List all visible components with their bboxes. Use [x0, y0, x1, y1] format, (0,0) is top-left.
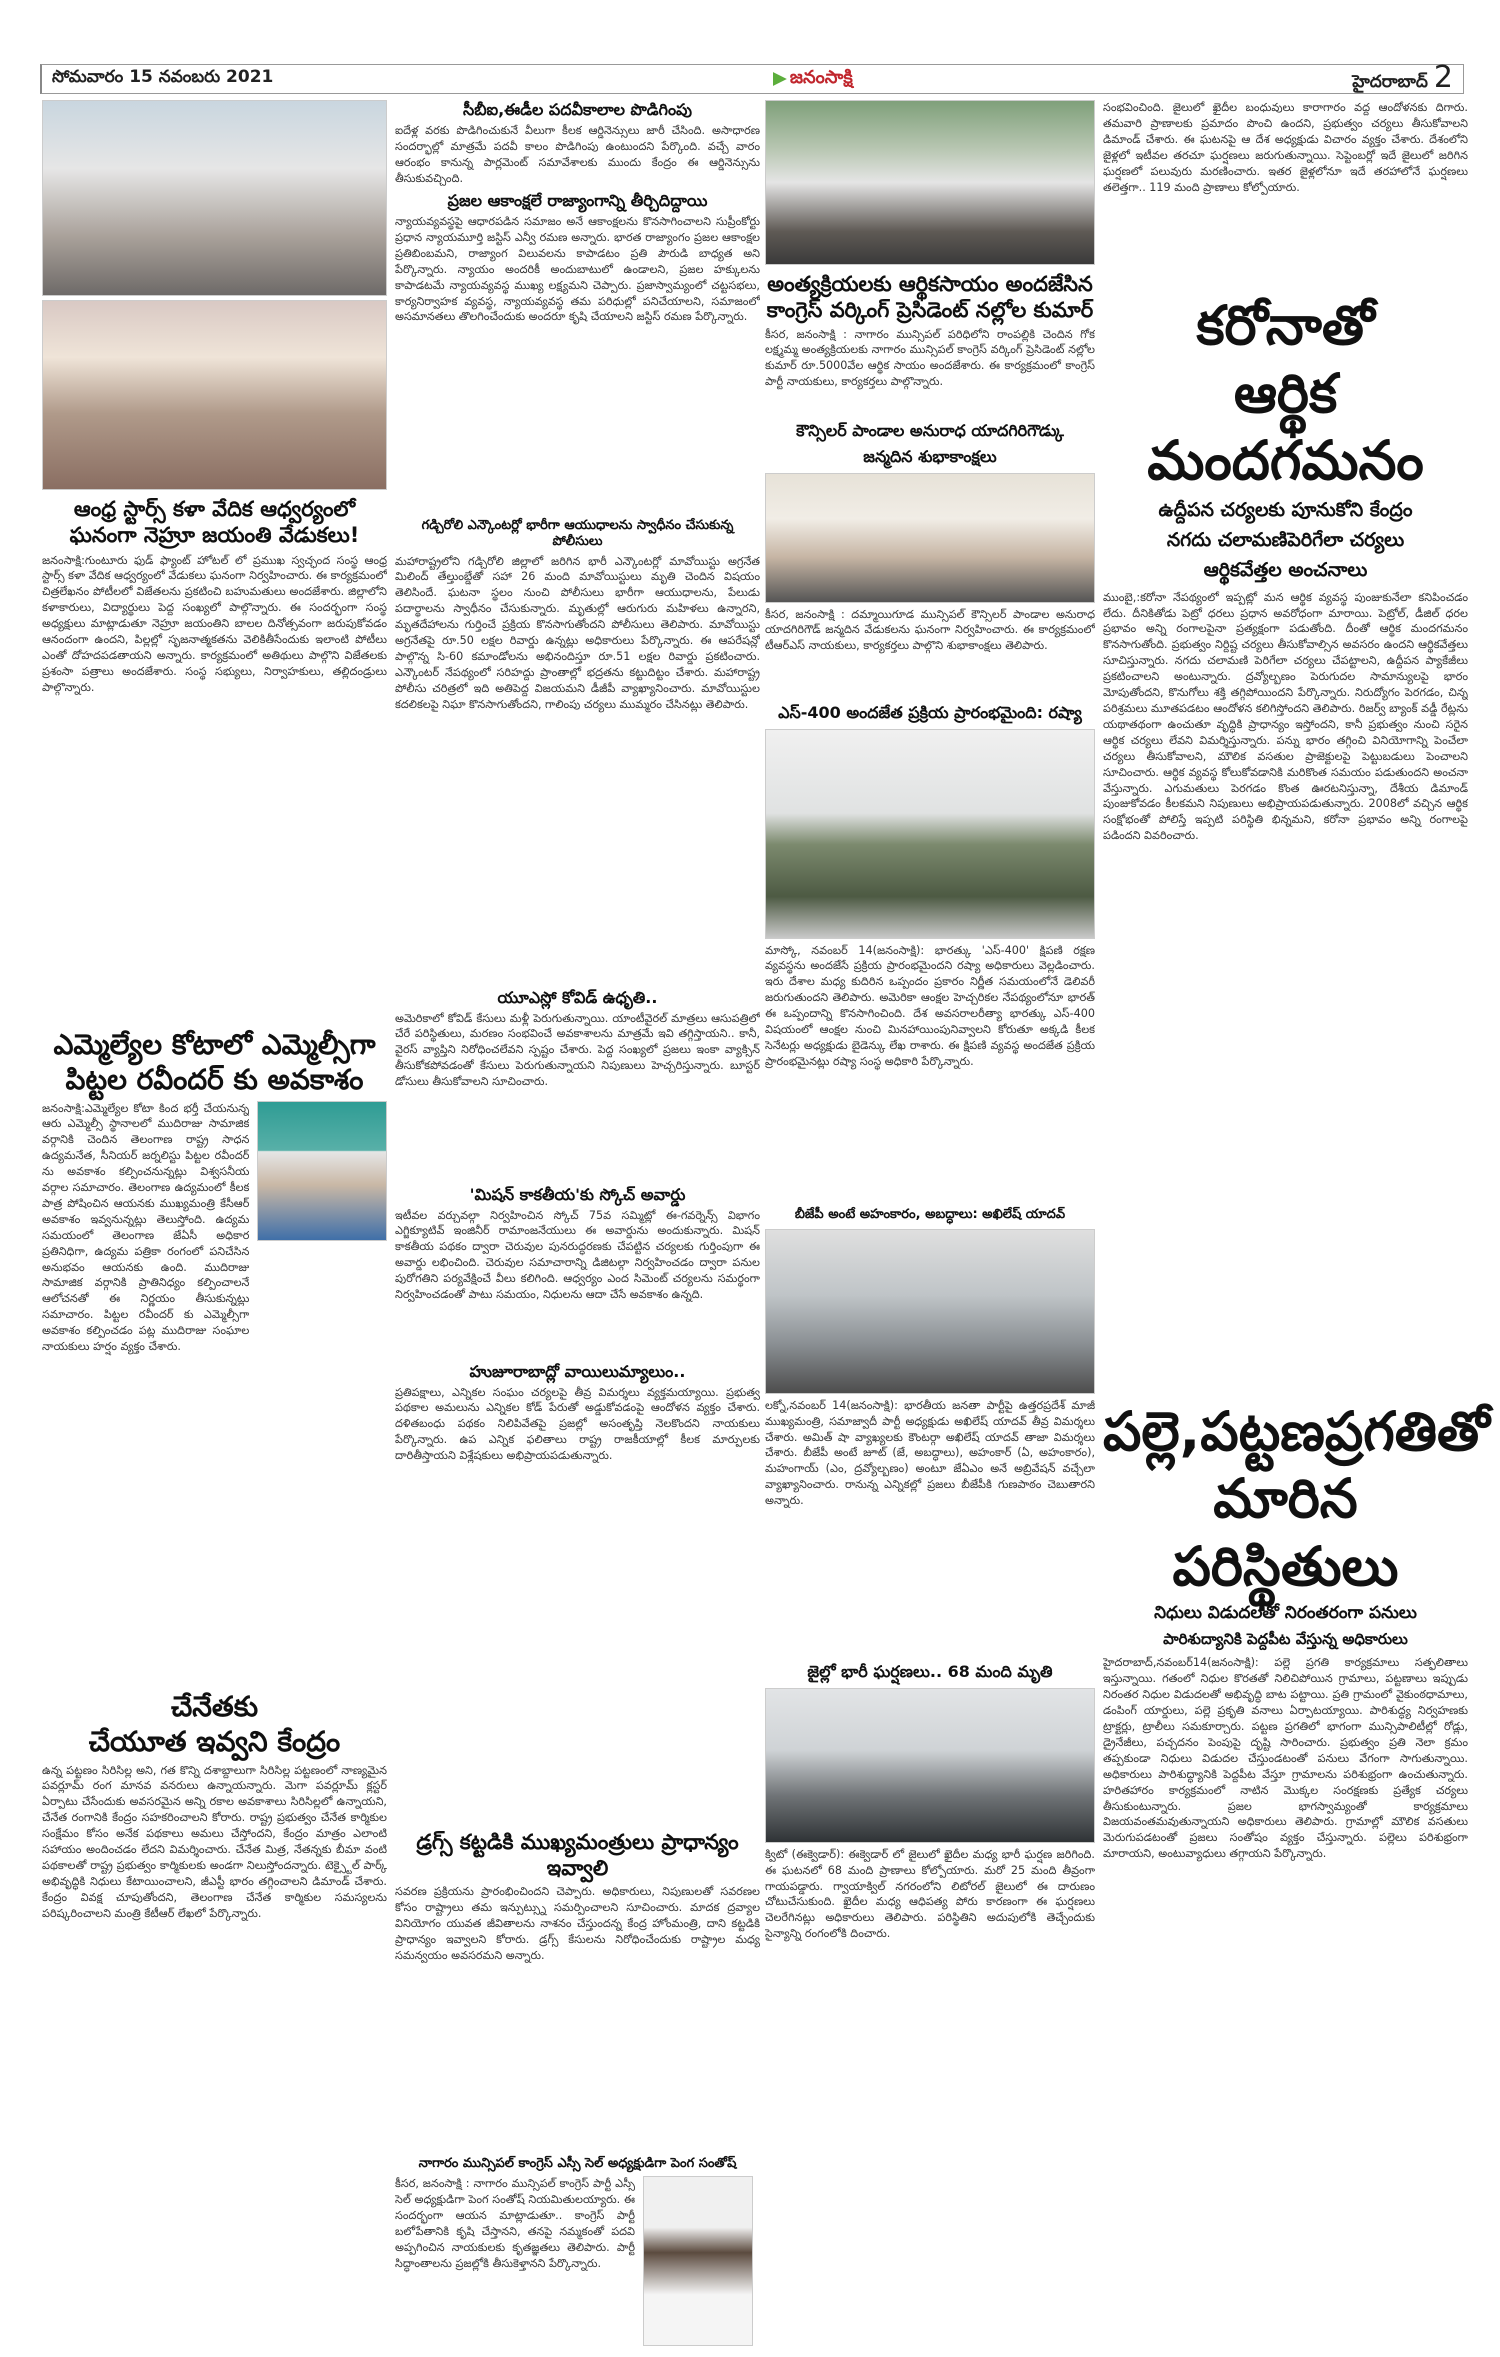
photo-nehru-jayanthi-1 [42, 100, 387, 296]
portrait-pittala-ravinder [257, 1101, 387, 1241]
column-4 [1103, 100, 1490, 2295]
column-2 [395, 100, 760, 2346]
article-body-gadchiroli: మహారాష్ట్రలోని గడ్చిరోలి జిల్లాలో జరిగిన భారీ ఎన్కౌంటర్లో మావోయిస్టు అగ్రనేత మిలింద్ తేల్తుంబ్డేతో సహా 26 మంది మావోయిస్టులు మృతి చెందిన విషయం తెలిసిందే. ఘటనా స్థలం నుంచి పోలీసులు భారీగా ఆయుధాలను, పేలుడు పదార్థాలను స్వాధీనం చేసుకున్నారు. మృతుల్లో ఆరుగురు మహిళలు ఉన్నారని, మృతదేహాలను గుర్తించే ప్రక్రియ కొనసాగుతోందని పోలీసులు తెలిపారు. మావోయిస్టు అగ్రనేతపై రూ.50 లక్షల రివార్డు ఉన్నట్లు అధికారులు పేర్కొన్నారు. ఈ ఆపరేషన్లో పాల్గొన్న సి-60 కమాండోలను అభినందిస్తూ రూ.51 లక్షల రివార్డు ప్రకటించారు. ఎన్కౌంటర్ నేపథ్యంలో సరిహద్దు ప్రాంతాల్లో భద్రతను కట్టుదిట్టం చేశారు. మహారాష్ట్ర పోలీసు చరిత్రలో ఇది అతిపెద్ద విజయమని డీజీపీ వ్యాఖ్యానించారు. మావోయిస్టుల కదలికలపై నిఘా కొనసాగుతోందని, గాలింపు చర్యలు ముమ్మరం చేసినట్లు తెలిపారు. [395, 554, 760, 711]
article-body-jail: క్విటో (ఈక్వెడార్): ఈక్వెడార్ లో జైలులో ఖైదీల మధ్య భారీ ఘర్షణ జరిగింది. ఈ ఘటనలో 68 మంది ప్రాణాలు కోల్పోయారు. మరో 25 మంది తీవ్రంగా గాయపడ్డారు. గ్వాయాక్విల్ నగరంలోని లిటోరల్ జైలులో ఈ దారుణం చోటుచేసుకుంది. ఖైదీల మధ్య ఆధిపత్య పోరు కారణంగా ఈ ఘర్షణలు చెలరేగినట్లు అధికారులు తెలిపారు. పరిస్థితిని అదుపులోకి తెచ్చేందుకు సైన్యాన్ని రంగంలోకి దించారు. [765, 1847, 1095, 1941]
article-body-huzurabad: ప్రతిపక్షాలు, ఎన్నికల సంఘం చర్యలపై తీవ్ర విమర్శలు వ్యక్తమయ్యాయి. ప్రభుత్వ పథకాల అమలును ఎన్నికల కోడ్ పేరుతో అడ్డుకోవడంపై ఆందోళన వ్యక్తం చేశారు. దళితబంధు పథకం నిలిపివేతపై ప్రజల్లో అసంతృప్తి నెలకొందని నాయకులు పేర్కొన్నారు. ఉప ఎన్నిక ఫలితాలు రాష్ట్ర రాజకీయాల్లో కీలక మార్పులకు దారితీస్తాయని విశ్లేషకులు అభిప్రాయపడుతున్నారు. [395, 1385, 760, 1463]
headline-gadchiroli: గడ్చిరోలి ఎన్కౌంటర్లో భారీగా ఆయుధాలను స్వాధీనం చేసుకున్న పోలీసులు [421, 518, 734, 550]
issue-date: సోమవారం 15 నవంబరు 2021 [52, 67, 274, 87]
headline-akhilesh: బీజేపీ అంటే అహంకారం, అబద్ధాలు: అఖిలేష్ యాదవ్ [794, 1206, 1066, 1222]
headline-chenetha [42, 1689, 387, 1759]
article-body-anuradha: కీసర, జనంసాక్షి : దమ్మాయిగూడ మున్సిపల్ కౌన్సిలర్ పాండాల అనురాధ యాదగిరిగౌడ్ జన్మదిన వేడుకలను ఘనంగా నిర్వహించారు. ఈ కార్యక్రమంలో టీఆర్ఎస్ నాయకులు, కార్యకర్తలు పాల్గొని శుభాకాంక్షలు తెలిపారు. [765, 607, 1095, 653]
article-body-palle-pragathi: హైదరాబాద్,నవంబర్14(జనంసాక్షి): పల్లె ప్రగతి కార్యక్రమాలు సత్ఫలితాలు ఇస్తున్నాయి. గతంలో నిధుల కొరతతో నిలిచిపోయిన గ్రామాలు, పట్టణాలు ఇప్పుడు నిరంతర నిధుల విడుదలతో అభివృద్ధి బాట పట్టాయి. ప్రతి గ్రామంలో వైకుంఠధామాలు, డంపింగ్ యార్డులు, పల్లె ప్రకృతి వనాలు ఏర్పాటయ్యాయి. పారిశుద్ధ్య నిర్వహణకు ట్రాక్టర్లు, ట్రాలీలు సమకూర్చారు. పట్టణ ప్రగతిలో భాగంగా మున్సిపాలిటీల్లో రోడ్లు, డ్రైనేజీలు, పచ్చదనం పెంపుపై దృష్టి సారించారు. ప్రభుత్వం ప్రతి నెలా క్రమం తప్పకుండా నిధులు విడుదల చేస్తుండటంతో పనులు వేగంగా సాగుతున్నాయి. అధికారులు పారిశుద్ధ్యానికి పెద్దపీట వేస్తూ గ్రామాలను పరిశుభ్రంగా ఉంచుతున్నారు. హరితహారం కార్యక్రమంలో నాటిన మొక్కల సంరక్షణకు ప్రత్యేక చర్యలు తీసుకుంటున్నారు. ప్రజల భాగస్వామ్యంతో కార్యక్రమాలు విజయవంతమవుతున్నాయని అధికారులు తెలిపారు. గ్రామాల్లో మౌలిక వసతులు మెరుగుపడటంతో ప్రజలు సంతోషం వ్యక్తం చేస్తున్నారు. పల్లెలు పరిశుభ్రంగా మారాయని, అంటువ్యాధులు తగ్గాయని పేర్కొన్నారు. [1103, 1656, 1468, 1861]
headline-line-1: పల్లె,పట్టణప్రగతితో [1103, 1399, 1490, 1463]
headline-line-2: ఆర్థిక మందగమనం [1147, 361, 1424, 492]
city-name: హైదరాబాద్ [1352, 71, 1428, 92]
headline-line-1: అంత్యక్రియలకు ఆర్థికసాయం అందజేసిన [767, 272, 1093, 296]
headline-huzurabad: హుజూరాబాద్లో వాయిలుమ్యాలుం.. [469, 1361, 686, 1381]
headline-us-covid: యూఎస్లో కోవిడ్ ఉధృతి.. [497, 987, 658, 1007]
article-body-cbi-ed: ఐదేళ్ల వరకు పొడిగించుకునే వీలుగా కీలక ఆర్డినెన్సులు జారీ చేసింది. అసాధారణ సందర్భాల్లో మాత్రమే పదవీ కాలం పొడిగింపు ఉంటుందని పేర్కొంది. వచ్చే వారం ఆరంభం కానున్న పార్లమెంట్ సమావేశాలకు ముందు కేంద్రం ఈ ఆర్డినెన్సును తీసుకువచ్చింది. [395, 124, 760, 185]
article-body-nallola-kumar: కీసర, జనంసాక్షి : నాగారం మున్సిపల్ పరిధిలోని రాంపల్లికి చెందిన గోక లక్ష్మమ్మ అంత్యక్రియలకు నాగారం మున్సిపల్ కాంగ్రెస్ వర్కింగ్ ప్రెసిడెంట్ నల్లోల కుమార్ రూ.5000వేల ఆర్థిక సాయం అందజేశారు. ఈ కార్యక్రమంలో కాంగ్రెస్ పార్టీ నాయకులు, కార్యకర్తలు పాల్గొన్నారు. [765, 327, 1095, 389]
subheadline-1: నిధులు విడుదలతో నిరంతరంగా పనులు [1154, 1603, 1417, 1624]
headline-line-1: ఆంధ్ర స్టార్స్ కళా వేదిక ఆధ్వర్యంలో [73, 497, 356, 521]
article-body-us-covid: అమెరికాలో కోవిడ్ కేసులు మళ్లీ పెరుగుతున్నాయి. యాంటీవైరల్ మాత్రలు ఆసుపత్రిలో చేరే పరిస్థితులు, మరణం సంభవించే అవకాశాలను మాత్రమే ఇవి తగ్గిస్తాయని.. కానీ, వైరస్ వ్యాప్తిని నిరోధించలేవని స్పష్టం చేశారు. పెద్ద సంఖ్యలో ప్రజలు ఇంకా వ్యాక్సిన్ తీసుకోకపోవడంతో కేసులు పెరుగుతున్నాయని నిపుణులు హెచ్చరిస్తున్నారు. బూస్టర్ డోసులు తీసుకోవాలని సూచించారు. [395, 1011, 760, 1089]
portrait-penga-santosh [643, 2176, 753, 2346]
column-3 [765, 100, 1095, 2022]
subheadline-2: పారిశుద్యానికి పెద్దపీట వేస్తున్న అధికారులు [1163, 1630, 1408, 1649]
headline-line-1: ఎమ్మెల్యేల కోటాలో ఎమ్మెల్సీగా [53, 1027, 376, 1061]
headline-cbi-ed: సీబీఐ,ఈడీల పదవీకాలాల పొడిగింపు [462, 100, 693, 119]
headline-line-1: చేనేతకు [170, 1689, 259, 1723]
article-body-mission-kakatiya: ఇటీవల వర్చువల్గా నిర్వహించిన స్కోచ్ 75వ సమ్మిట్లో ఈ-గవర్నెన్స్ విభాగం ఎగ్జిక్యూటివ్ ఇంజినీర్ రామాంజనేయులు ఈ అవార్డును అందుకున్నారు. మిషన్ కాకతీయ పథకం ద్వారా చెరువుల పునరుద్ధరణకు చేపట్టిన చర్యలకు గుర్తింపుగా ఈ అవార్డు లభించింది. చెరువుల సమాచారాన్ని డిజిటల్గా నిర్వహించడం ద్వారా పనుల పురోగతిని పర్యవేక్షించే వీలు కలిగింది. ఆధ్వర్యం ఎంద సిమెంట్ చర్యలను సమర్థంగా నిర్వహించడంతో పాటు సమయం, నిధులను ఆదా చేసే అవకాశం ఉన్నది. [395, 1208, 760, 1302]
newspaper-name: జనంసాక్షి [789, 66, 853, 88]
masthead [40, 59, 1464, 95]
headline-line-2: మారిన పరిస్థితులు [1172, 1467, 1399, 1598]
article-body-jail-continued: సంభవించింది. జైలులో ఖైదీల బంధువులు కారాగారం వద్ద ఆందోళనకు దిగారు. తమవారి ప్రాణాలకు ప్రమాదం పొంచి ఉందని, ప్రభుత్వం చర్యలు తీసుకోవాలని డిమాండ్ చేశారు. ఈ ఘటనపై ఆ దేశ అధ్యక్షుడు విచారం వ్యక్తం చేశారు. దేశంలోని జైళ్లలో ఇటీవల తరచూ ఘర్షణలు జరుగుతున్నాయి. సెప్టెంబర్లో ఇదే జైలులో జరిగిన ఘర్షణలో పలువురు మరణించారు. ఇతర జైళ్లలోనూ ఇదే తరహాలోనే ఘర్షణలు తలెత్తగా.. 119 మంది ప్రాణాలు కోల్పోయారు. [1103, 101, 1468, 194]
headline-palle-pragathi [1103, 1398, 1490, 1601]
article-body-corona-economy: ముంబై,:కరోనా నేపథ్యంలో ఇప్పట్లో మన ఆర్థిక వ్యవస్థ పుంజుకునేలా కనిపించడం లేదు. దీనికితోడు పెట్రో ధరలు ప్రధాన అవరోధంగా మారాయి. పెట్రోల్, డీజిల్ ధరల ప్రభావం అన్ని రంగాలపైనా ప్రత్యక్షంగా పడుతోంది. దీంతో ఆర్థిక మందగమనం కొనసాగుతోంది. ప్రభుత్వం నిర్దిష్ట చర్యలు తీసుకోవాల్సిన అవసరం ఉందని ఆర్థికవేత్తలు సూచిస్తున్నారు. నగదు చలామణి పెరిగేలా చర్యలు చేపట్టాలని, ఉద్దీపన ప్యాకేజీలు ప్రకటించాలని అంటున్నారు. ద్రవ్యోల్బణం పెరుగుదల సామాన్యులపై భారం మోపుతోందని, కొనుగోలు శక్తి తగ్గిపోయిందని పేర్కొన్నారు. నిరుద్యోగం పెరగడం, చిన్న పరిశ్రమలు మూతపడటం ఆందోళన కలిగిస్తోందని తెలిపారు. రిజర్వ్ బ్యాంక్ వడ్డీ రేట్లను యథాతథంగా ఉంచుతూ వృద్ధికి ప్రాధాన్యం ఇస్తోందని, కానీ ప్రభుత్వం నుంచి సరైన ఆర్థిక చర్యలు లేవని విమర్శిస్తున్నారు. పన్ను భారం తగ్గించి వినియోగాన్ని పెంచేలా చర్యలు తీసుకోవాలని, మౌలిక వసతుల ప్రాజెక్టులపై పెట్టుబడులు పెంచాలని సూచించారు. ఆర్థిక వ్యవస్థ కోలుకోవడానికి మరికొంత సమయం పడుతుందని అంచనా వేస్తున్నారు. ఎగుమతులు పెరగడం కొంత ఊరటనిస్తున్నా, దేశీయ డిమాండ్ పుంజుకోవడం కీలకమని నిపుణులు అభిప్రాయపడుతున్నారు. 2008లో వచ్చిన ఆర్థిక సంక్షోభంతో పోలిస్తే ఇప్పటి పరిస్థితి భిన్నమని, కరోనా ప్రభావం అన్ని రంగాలపై పడిందని వివరించారు. [1103, 590, 1468, 843]
article-body-constitution: న్యాయవ్యవస్థపై ఆధారపడిన సమాజం అనే ఆకాంక్షలను కొనసాగించాలని సుప్రీంకోర్టు ప్రధాన న్యాయమూర్తి జస్టిస్ ఎన్వీ రమణ అన్నారు. భారత రాజ్యాంగం ప్రజల ఆకాంక్షల ప్రతిబింబమని, రాజ్యాంగ విలువలను కాపాడటం ప్రతి పౌరుడి బాధ్యత అని పేర్కొన్నారు. న్యాయం అందరికీ అందుబాటులో ఉండాలని, ప్రజల హక్కులను కాపాడటమే న్యాయవ్యవస్థ ముఖ్య లక్ష్యమని చెప్పారు. ప్రజాస్వామ్యంలో చట్టసభలు, కార్యనిర్వాహక వ్యవస్థ, న్యాయవ్యవస్థ తమ పరిధుల్లో పనిచేయాలని, సమాజంలో అసమానతలు తొలగించేందుకు అందరూ కృషి చేయాలని జస్టిస్ రమణ పేర్కొన్నారు. [395, 215, 760, 324]
headline-pittala-ravinder [42, 1027, 387, 1097]
headline-jail-clashes: జైల్లో భారీ ఘర్షణలు.. 68 మంది మృతి [807, 1661, 1053, 1681]
headline-mission-kakatiya: 'మిషన్ కాకతీయ'కు స్కోచ్ అవార్డు [469, 1184, 686, 1204]
column-1 [42, 100, 387, 2283]
article-body-drugs: సవరణ ప్రక్రియను ప్రారంభించిందని చెప్పారు. అధికారులు, నిపుణులతో సవరణల కోసం రాష్ట్రాలు తమ ఇన్పుట్స్ను సమర్పించాలని సూచించారు. మాదక ద్రవ్యాల వినియోగం యువత జీవితాలను నాశనం చేస్తుందన్న కేంద్ర హోంమంత్రి, దాని కట్టడికి ప్రాధాన్యం ఇవ్వాలని కోరారు. డ్రగ్స్ కేసులను నిరోధించేందుకు రాష్ట్రాల మధ్య సమన్వయం అవసరమని అన్నారు. [395, 1885, 760, 1962]
page-number: 2 [1433, 59, 1453, 95]
subheadline-2: నగదు చలామణిపెరిగేలా చర్యలు [1166, 528, 1405, 551]
headline-line-1: కరోనాతో [1196, 294, 1375, 357]
newspaper-logo [773, 67, 853, 92]
photo-akhilesh-yadav [765, 1229, 1095, 1394]
article-body-s400: మాస్కో, నవంబర్ 14(జనంసాక్షి): భారత్కు 'ఎస్-400' క్షిపణి రక్షణ వ్యవస్థను అందజేసే ప్రక్రియ ప్రారంభమైందని రష్యా అధికారులు వెల్లడించారు. ఇరు దేశాల మధ్య కుదిరిన ఒప్పందం ప్రకారం నిర్ణీత సమయంలోనే డెలివరీ జరుగుతుందని తెలిపారు. అమెరికా ఆంక్షల హెచ్చరికల నేపథ్యంలోనూ భారత్ ఈ ఒప్పందాన్ని కొనసాగించింది. దేశ అవసరాలరీత్యా భారత్కు ఎస్-400 విషయంలో ఆంక్షల నుంచి మినహాయింపునివ్వాలని కోరుతూ అక్కడి కీలక సెనేటర్లు అధ్యక్షుడు బైడెన్కు లేఖ రాశారు. ఈ క్షిపణి వ్యవస్థ అందజేత ప్రక్రియ ప్రారంభమైనట్లు రష్యా సంస్థ అధికారి పేర్కొన్నారు. [765, 943, 1095, 1068]
subheadline-1: ఉద్దీపన చర్యలకు పూనుకోని కేంద్రం [1158, 498, 1413, 521]
headline-line-2: పిట్టల రవీందర్ కు అవకాశం [65, 1062, 364, 1096]
headline-s400: ఎస్-400 అందజేత ప్రక్రియ ప్రారంభమైంది: రష్యా [778, 702, 1082, 722]
headline-nallola-kumar [765, 271, 1095, 324]
leaf-logo-icon [773, 72, 787, 86]
headline-anuradha: కౌన్సిలర్ పాండాల అనురాధ యాదగిరిగౌడ్కు [796, 420, 1064, 440]
article-body-penga-santosh: కీసర, జనంసాక్షి : నాగారం మున్సిపల్ కాంగ్రెస్ పార్టీ ఎస్సీ సెల్ అధ్యక్షుడిగా పెంగ సంతోష్ నియమితులయ్యారు. ఈ సందర్భంగా ఆయన మాట్లాడుతూ.. కాంగ్రెస్ పార్టీ బలోపేతానికి కృషి చేస్తానని, తనపై నమ్మకంతో పదవి అప్పగించిన నాయకులకు కృతజ్ఞతలు తెలిపారు. పార్టీ సిద్ధాంతాలను ప్రజల్లోకి తీసుకెళ్తానని పేర్కొన్నారు. [395, 2177, 635, 2270]
photo-s400-missile [765, 729, 1095, 939]
photo-birthday [765, 473, 1095, 603]
article-body-nehru-jayanthi: జనంసాక్షి:గుంటూరు ఫుడ్ ఫ్యాంట్ హోటల్ లో ప్రముఖ స్వచ్ఛంద సంస్థ ఆంధ్ర స్టార్స్ కళా వేదిక ఆధ్వర్యంలో వేడుకలు ఘనంగా నిర్వహించారు. ఈ కార్యక్రమంలో చిత్రలేఖనం పోటీలలో విజేతలను ప్రకటించి బహుమతులు అందజేశారు. జిల్లాలోని కళాకారులు, విద్యార్థులు పెద్ద సంఖ్యలో పాల్గొన్నారు. ఈ సందర్భంగా సంస్థ అధ్యక్షులు మాట్లాడుతూ నెహ్రూ జయంతిని బాలల దినోత్సవంగా జరుపుకోవడం ఆనందంగా ఉందని, పిల్లల్లో సృజనాత్మకతను వెలికితీసేందుకు ఇలాంటి పోటీలు ఎంతో దోహదపడతాయని అన్నారు. కార్యక్రమంలో అతిథులు పాల్గొని విజేతలకు ప్రశంసా పత్రాలు అందజేశారు. సంస్థ సభ్యులు, నిర్వాహకులు, తల్లిదండ్రులు పాల్గొన్నారు. [42, 553, 387, 694]
headline-line-2: ఘనంగా నెహ్రూ జయంతి వేడుకలు! [69, 523, 360, 548]
photo-nehru-jayanthi-2 [42, 300, 387, 490]
headline-nehru-jayanthi [42, 496, 387, 549]
edition-city [1352, 59, 1453, 96]
headline-drugs: డ్రగ్స్ కట్టడికి ముఖ్యమంత్రులు ప్రాధాన్యం ఇవ్వాలి [416, 1829, 739, 1880]
subheadline-3: ఆర్థికవేత్తల అంచనాలు [1203, 559, 1368, 582]
headline-corona-economy [1103, 292, 1468, 495]
photo-jail [765, 1688, 1095, 1843]
headline-constitution: ప్రజల ఆకాంక్షలే రాజ్యాంగాన్ని తీర్చిదిద్దాయి [447, 191, 708, 210]
article-body-chenetha: ఉన్న పట్టణం సిరిసిల్ల అని, గత కొన్ని దశాబ్దాలుగా సిరిసిల్ల పట్టణంలో నాణ్యమైన పవర్లూమ్ రంగ మానవ వనరులు ఉన్నాయన్నారు. మెగా పవర్లూమ్ క్లస్టర్ ఏర్పాటు చేసేందుకు అవసరమైన అన్ని రకాల అవకాశాలు సిరిసిల్లలో ఉన్నాయని, చేనేత రంగానికి కేంద్రం సహకరించాలని కోరారు. రాష్ట్ర ప్రభుత్వం చేనేత కార్మికుల సంక్షేమం కోసం అనేక పథకాలు అమలు చేస్తోందని, కేంద్రం మాత్రం ఎలాంటి సహాయం అందించడం లేదని విమర్శించారు. చేనేత మిత్ర, నేతన్నకు బీమా వంటి పథకాలతో రాష్ట్ర ప్రభుత్వం కార్మికులకు అండగా నిలుస్తోందన్నారు. టెక్స్టైల్ పార్క్ అభివృద్ధికి నిధులు కేటాయించాలని, జీఎస్టీ భారం తగ్గించాలని డిమాండ్ చేశారు. కేంద్రం వివక్ష చూపుతోందని, తెలంగాణ చేనేత కార్మికుల సమస్యలను పరిష్కరించాలని మంత్రి కేటీఆర్ లేఖలో పేర్కొన్నారు. [42, 1763, 387, 1920]
subheadline-birthday-wishes: జన్మదిన శుభాకాంక్షలు [863, 446, 997, 466]
headline-penga-santosh: నాగారం మున్సిపల్ కాంగ్రెస్ ఎస్సీ సెల్ అధ్యక్షుడిగా పెంగ సంతోష్ [418, 2156, 737, 2171]
article-body-akhilesh: లక్నో,నవంబర్ 14(జనంసాక్షి): భారతీయ జనతా పార్టీపై ఉత్తరప్రదేశ్ మాజీ ముఖ్యమంత్రి, సమాజ్వాదీ పార్టీ అధ్యక్షుడు అఖిలేష్ యాదవ్ తీవ్ర విమర్శలు చేశారు. అమిత్ షా వ్యాఖ్యలకు కౌంటర్గా అఖిలేష్ యాదవ్ తాజా విమర్శలు చేశారు. బీజేపీ అంటే జూట్ (జే, అబద్ధాలు), అహంకార్ (ఏ, అహంకారం), మహంగాయ్ (ఎం, ద్రవ్యోల్బణం) అంటూ జేఏఎం అనే అబ్రివేషన్ వచ్చేలా వ్యాఖ్యానించారు. రానున్న ఎన్నికల్లో ప్రజలు బీజేపీకి గుణపాఠం చెబుతారని అన్నారు. [765, 1398, 1095, 1508]
photo-congress-leaders [765, 100, 1095, 265]
headline-line-2: కాంగ్రెస్ వర్కింగ్ ప్రెసిడెంట్ నల్లోల కుమార్ [766, 298, 1094, 323]
article-body-pittala-ravinder: జనంసాక్షి:ఎమ్మెల్యేల కోటా కింద భర్తీ చేయనున్న ఆరు ఎమ్మెల్సీ స్థానాలలో ముదిరాజు సామాజిక వర్గానికి చెందిన తెలంగాణ రాష్ట్ర సాధన ఉద్యమనేత, సీనియర్ జర్నలిస్టు పిట్టల రవీందర్ ను అవకాశం కల్పించనున్నట్లు విశ్వసనీయ వర్గాల సమాచారం. తెలంగాణ ఉద్యమంలో కీలక పాత్ర పోషించిన ఆయనకు ముఖ్యమంత్రి కేసీఆర్ అవకాశం ఇవ్వనున్నట్లు తెలుస్తోంది. ఉద్యమ సమయంలో తెలంగాణ జేఏసీ అధికార ప్రతినిధిగా, ఉద్యమ పత్రికా రంగంలో పనిచేసిన అనుభవం ఆయనకు ఉంది. ముదిరాజు సామాజిక వర్గానికి ప్రాతినిధ్యం కల్పించాలనే ఆలోచనతో ఈ నిర్ణయం తీసుకున్నట్లు సమాచారం. పిట్టల రవీందర్ కు ఎమ్మెల్సీగా అవకాశం కల్పించడం పట్ల ముదిరాజు సంఘాల నాయకులు హర్షం వ్యక్తం చేశారు. [42, 1101, 250, 1354]
headline-line-2: చేయూత ఇవ్వని కేంద్రం [88, 1724, 341, 1758]
